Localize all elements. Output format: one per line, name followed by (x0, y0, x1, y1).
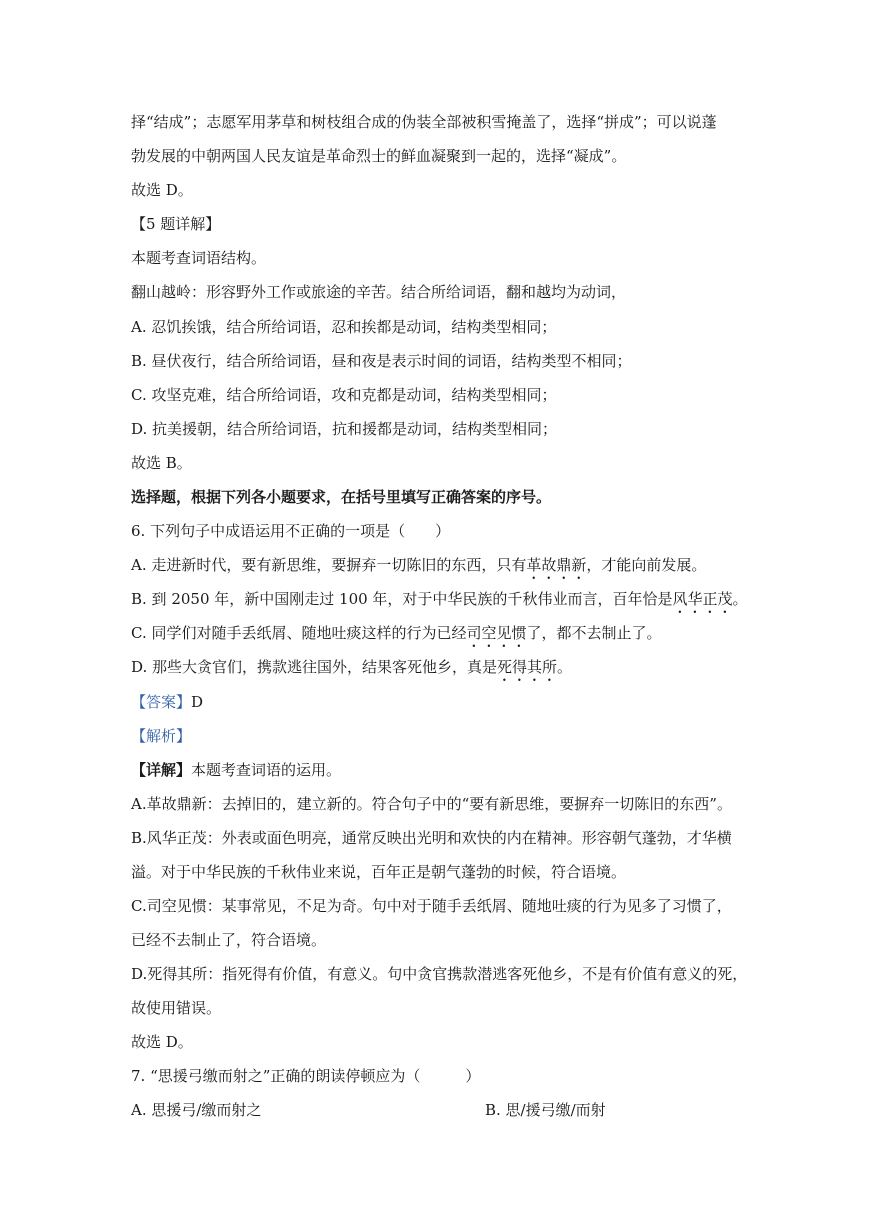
text-line: 故选 D。 (131, 1033, 193, 1051)
text-line: 故选 B。 (131, 454, 192, 472)
option-a: A. 忍饥挨饿，结合所给词语，忍和挨都是动词，结构类型相同； (131, 318, 557, 336)
analysis-label: 【解析】 (131, 727, 192, 745)
text-line: C.司空见惯：某事常见，不足为奇。句中对于随手丢纸屑、随地吐痰的行为见多了习惯了， (131, 897, 732, 915)
text-line: 已经不去制止了，符合语境。 (131, 931, 327, 949)
text-line: D.死得其所：指死得有价值，有意义。句中贪官携款潜逃客死他乡，不是有价值有意义的死， (131, 965, 748, 983)
question-7-options (131, 1099, 769, 1121)
text-line: 本题考查词语结构。 (131, 249, 267, 267)
option-d: D. 抗美援朝，结合所给词语，抗和援都是动词，结构类型相同； (131, 420, 558, 438)
text-line: 择“结成”；志愿军用茅草和树枝组合成的伪装全部被积雪掩盖了，选择“拼成”；可以说蓬 (131, 113, 717, 131)
text-line: 故选 D。 (131, 181, 193, 199)
answer-line (131, 691, 769, 713)
text-line: 翻山越岭：形容野外工作或旅途的辛苦。结合所给词语，翻和越均为动词， (131, 283, 627, 301)
emphasized-idiom: 司空见惯 (466, 624, 527, 642)
emphasized-idiom: 革故鼎新 (526, 556, 587, 574)
explanation-line (131, 759, 769, 781)
question-6: 6. 下列句子中成语运用不正确的一项是（ ） (131, 522, 451, 540)
question-7: 7. “思援弓缴而射之”正确的朗读停顿应为（ ） (131, 1067, 481, 1085)
option-c: C. 攻坚克难，结合所给词语，攻和克都是动词，结构类型相同； (131, 386, 557, 404)
question-6-option-b (131, 588, 769, 617)
explanation-text: 本题考查词语的运用。 (191, 761, 342, 779)
section-instruction: 选择题，根据下列各小题要求，在括号里填写正确答案的序号。 (131, 488, 552, 506)
option-text: C. 同学们对随手丢纸屑、随地吐痰这样的行为已经 (131, 624, 467, 642)
option-text: 了，都不去制止了。 (526, 624, 662, 642)
text-line: B.风华正茂：外表或面色明亮，通常反映出光明和欢快的内在精神。形容朝气蓬勃，才华横 (131, 829, 732, 847)
emphasized-idiom: 风华正茂 (672, 590, 733, 608)
answer-label: 【答案】 (131, 693, 192, 711)
section-heading: 【5 题详解】 (131, 215, 221, 233)
explanation-label: 【详解】 (131, 761, 192, 779)
text-line: A.革故鼎新：去掉旧的，建立新的。符合句子中的“要有新思维，要摒弃一切陈旧的东西”。 (131, 795, 732, 813)
option-text: ，才能向前发展。 (586, 556, 707, 574)
option-text: A. 走进新时代，要有新思维，要摒弃一切陈旧的东西，只有 (131, 556, 527, 574)
question-6-option-d (131, 656, 769, 685)
text-line: 勃发展的中朝两国人民友谊是革命烈士的鲜血凝聚到一起的，选择“凝成”。 (131, 147, 627, 165)
text-line: 故使用错误。 (131, 999, 222, 1017)
option-b: B. 昼伏夜行，结合所给词语，昼和夜是表示时间的词语，结构类型不相同； (131, 352, 632, 370)
option-text: 。 (732, 590, 748, 608)
emphasized-idiom: 死得其所 (497, 658, 558, 676)
question-6-option-c (131, 622, 769, 651)
option-text: 。 (557, 658, 573, 676)
question-7-option-b: B. 思/援弓缴/而射 (485, 1101, 606, 1119)
question-6-option-a (131, 554, 769, 583)
text-line: 溢。对于中华民族的千秋伟业来说，百年正是朝气蓬勃的时候，符合语境。 (131, 863, 627, 881)
option-text: D. 那些大贪官们，携款逃往国外，结果客死他乡，真是 (131, 658, 498, 676)
question-7-option-a: A. 思援弓/缴而射之 (131, 1101, 262, 1119)
answer-value: D (191, 693, 204, 711)
option-text: B. 到 2050 年，新中国刚走过 100 年，对于中华民族的千秋伟业而言，百年恰是 (131, 590, 673, 608)
